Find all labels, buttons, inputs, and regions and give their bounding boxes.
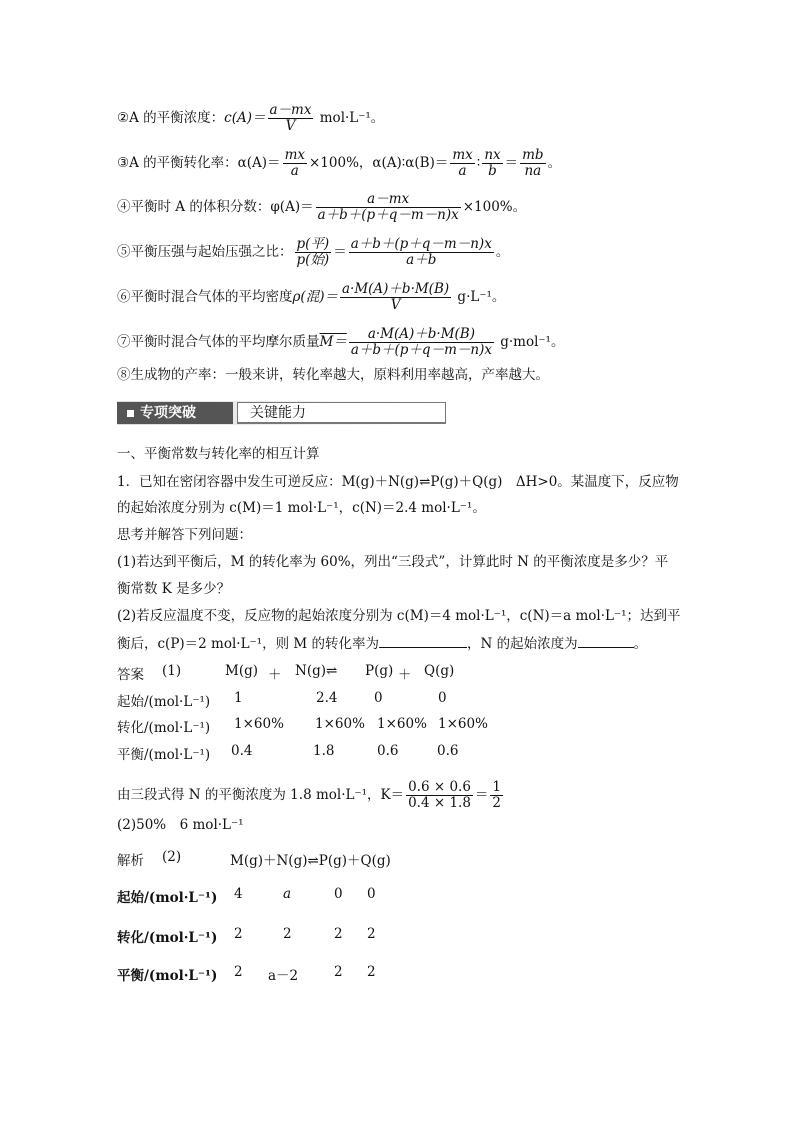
question-line: 衡后，c(P)＝2 mol·L⁻¹，则 M 的转化率为 ，N 的起始浓度为 。: [117, 633, 647, 654]
section-title: 一、平衡常数与转化率的相互计算: [117, 446, 320, 462]
fraction: $\frac{mx}{a}$: [284, 147, 305, 179]
row-label: 转化/(mol·L⁻¹): [117, 930, 218, 946]
analysis-header: M(g)＋N(g)⇌P(g)＋Q(g): [230, 853, 391, 869]
k-fraction: $\frac{0.6 \times 0.6}{0.4 \times 1.8}$: [408, 779, 471, 811]
question-line: 思考并解答下列问题：: [117, 527, 252, 543]
fraction: $\frac{a-mx}{a+b+(p+q-m-n)x}$: [317, 191, 459, 223]
section-banner: [117, 401, 430, 425]
question-line: (1)若达到平衡后，M 的转化率为 60%，列出“三段式”，计算此时 N 的平衡浓度是多少？平: [117, 554, 669, 570]
table-cell: a－2: [268, 968, 299, 984]
table-cell: 2: [334, 926, 343, 942]
table-cell: 1: [234, 690, 243, 706]
formula-4: ④平衡时 A 的体积分数：φ(A)＝ $\frac{a-mx}{a+b+(p+q-m-n)x}$ ×100%。: [117, 191, 527, 223]
header-cell: N(g)⇌: [295, 663, 338, 679]
row-label: 平衡/(mol·L⁻¹): [117, 968, 218, 984]
fraction: $\frac{a\cdot M(A)+b\cdot M(B)}{V}$: [341, 281, 450, 313]
header-cell: ＋: [268, 667, 282, 683]
table-cell: 1×60%: [315, 716, 365, 732]
question-line: (2)若反应温度不变，反应物的起始浓度分别为 c(M)＝4 mol·L⁻¹，c(N)＝a mol·L⁻¹；达到平: [117, 608, 681, 624]
header-cell: ＋: [398, 667, 412, 683]
formula-8: ⑧生成物的产率：一般来讲，转化率越大，原料利用率越高，产率越大。: [117, 367, 549, 383]
question-line: 衡常数 K 是多少？: [117, 581, 231, 597]
fraction: $\frac{mb}{na}$: [522, 147, 544, 179]
formula-2: ②A 的平衡浓度：c(A)＝ $\frac{a-mx}{V}$ mol·L⁻¹。: [117, 102, 385, 134]
row-label: 起始/(mol·L⁻¹): [117, 890, 218, 906]
table-cell: 1×60%: [377, 716, 427, 732]
table-cell: 2: [367, 926, 376, 942]
answer-conclusion: 由三段式得 N 的平衡浓度为 1.8 mol·L⁻¹，K＝ $\frac{0.6 \times 0.6}{0.4 \times 1.8}$ ＝ $\frac{1}{2}$: [117, 779, 502, 811]
formula-6: ⑥平衡时混合气体的平均密度ρ(混)＝ $\frac{a\cdot M(A)+b\cdot M(B)}{V}$ g·L⁻¹。: [117, 281, 506, 313]
table-cell: 1.8: [313, 743, 335, 759]
question-line: 的起始浓度分别为 c(M)＝1 mol·L⁻¹，c(N)＝2.4 mol·L⁻¹。: [117, 500, 486, 516]
fraction: $\frac{a-mx}{V}$: [269, 102, 312, 134]
answer-label: 答案: [117, 667, 144, 683]
table-cell: 2: [367, 964, 376, 980]
answer-blank: [578, 633, 634, 648]
table-cell: 2: [334, 964, 343, 980]
header-cell: P(g): [365, 663, 394, 679]
banner-main: 专项突破: [117, 402, 233, 424]
banner-sub: 关键能力: [237, 402, 446, 424]
k-result-fraction: $\frac{1}{2}$: [492, 779, 502, 811]
fraction: $\frac{a\cdot M(A)+b\cdot M(B)}{a+b+(p+q-m-n)x}$: [350, 326, 492, 358]
row-label: 转化/(mol·L⁻¹): [117, 720, 211, 736]
square-icon: [127, 410, 134, 417]
table-cell: 0: [367, 886, 376, 902]
table-cell: a: [283, 886, 292, 902]
fraction: $\frac{\text{p(平)}}{\text{p(始)}}$: [296, 236, 330, 268]
table-cell: 0.6: [377, 743, 399, 759]
header-cell: M(g): [225, 663, 258, 679]
formula-5: ⑤平衡压强与起始压强之比： $\frac{\text{p(平)}}{\text{p(始)}}$ ＝ $\frac{a+b+(p+q-m-n)x}{a+b}$ 。: [117, 236, 510, 268]
fraction: $\frac{nx}{b}$: [484, 147, 501, 179]
fraction: $\frac{a+b+(p+q-m-n)x}{a+b}$: [350, 236, 492, 268]
table-cell: 1×60%: [438, 716, 488, 732]
formula-7: ⑦平衡时混合气体的平均摩尔质量M＝ $\frac{a\cdot M(A)+b\cdot M(B)}{a+b+(p+q-m-n)x}$ g·mol⁻¹。: [117, 326, 565, 358]
table-cell: 4: [234, 886, 243, 902]
analysis-part: (2): [162, 849, 182, 865]
table-cell: 0: [334, 886, 343, 902]
table-cell: 1×60%: [234, 716, 284, 732]
fraction: $\frac{mx}{a}$: [452, 147, 473, 179]
table-cell: 2: [234, 926, 243, 942]
analysis-label: 解析: [117, 853, 144, 869]
table-cell: 2: [283, 926, 292, 942]
row-label: 平衡/(mol·L⁻¹): [117, 747, 211, 763]
table-cell: 2.4: [316, 690, 338, 706]
row-label: 起始/(mol·L⁻¹): [117, 694, 211, 710]
table-cell: 0.6: [437, 743, 459, 759]
answer-part2: (2)50% 6 mol·L⁻¹: [117, 817, 244, 833]
question-line: 1．已知在密闭容器中发生可逆反应：M(g)＋N(g)⇌P(g)＋Q(g) ΔH>0。某温度下，反应物: [117, 474, 679, 490]
answer-part: (1): [162, 663, 182, 679]
table-cell: 0: [374, 690, 383, 706]
table-cell: 0: [438, 690, 447, 706]
table-cell: 2: [234, 964, 243, 980]
formula-3: ③A 的平衡转化率：α(A)＝ $\frac{mx}{a}$ ×100%，α(A)∶α(B)＝ $\frac{mx}{a}$ ∶ $\frac{nx}{b}$ ＝ $\frac{mb}{na}$ 。: [117, 147, 562, 179]
header-cell: Q(g): [424, 663, 455, 679]
answer-blank: [379, 633, 467, 648]
table-cell: 0.4: [231, 743, 253, 759]
